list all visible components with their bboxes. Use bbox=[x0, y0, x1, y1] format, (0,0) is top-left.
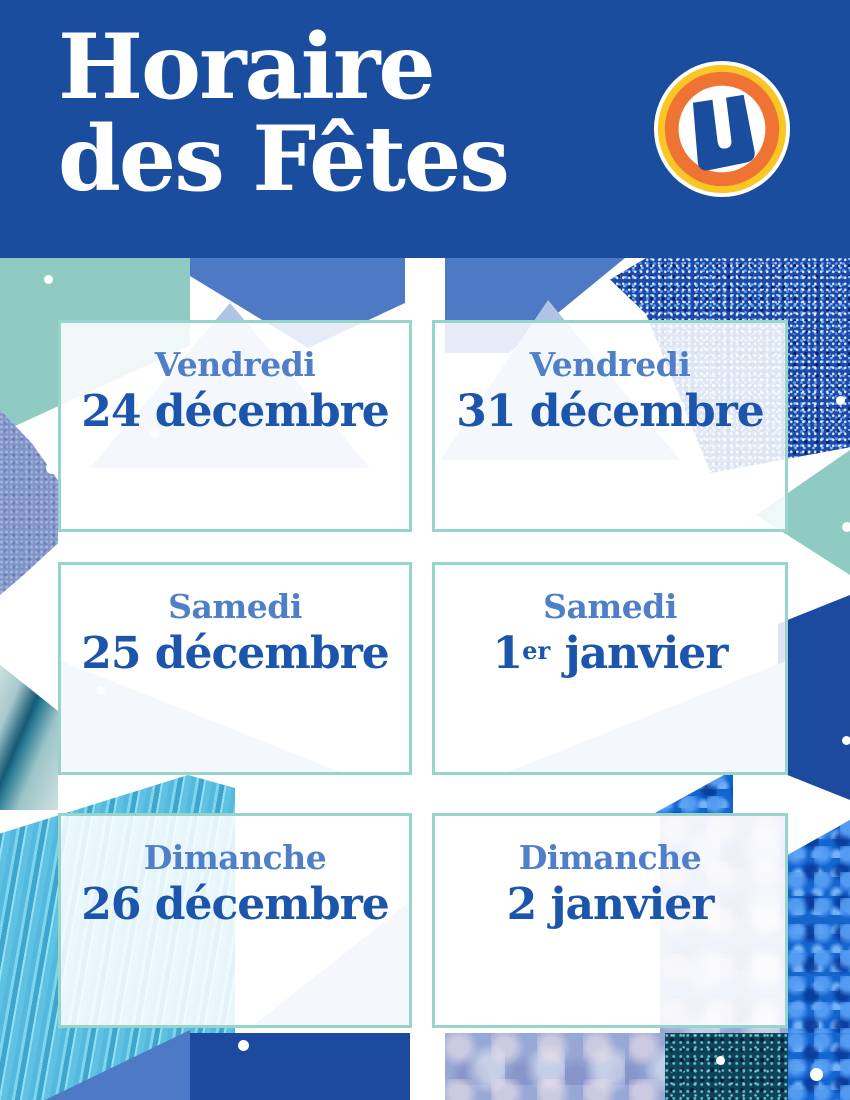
card-date-label: 25 décembre bbox=[81, 628, 389, 679]
card-day-label: Vendredi bbox=[154, 345, 316, 384]
card-day-label: Dimanche bbox=[143, 838, 327, 877]
brand-logo bbox=[653, 60, 791, 198]
white-dot bbox=[238, 1040, 249, 1051]
bg-patch-steel-left bbox=[0, 645, 58, 810]
bg-patch-crushed-gap-triangle bbox=[655, 770, 733, 813]
bg-patch-crushed-dark-bottom bbox=[665, 1033, 790, 1100]
bg-patch-royal-right bbox=[778, 595, 850, 800]
schedule-card-vendredi-24 bbox=[58, 320, 412, 532]
white-dot bbox=[842, 736, 850, 745]
schedule-card-vendredi-31 bbox=[432, 320, 788, 532]
bg-patch-stone-bottom bbox=[445, 1033, 667, 1100]
card-day-label: Samedi bbox=[543, 587, 677, 626]
white-dot bbox=[44, 275, 53, 284]
card-date-label: 26 décembre bbox=[81, 879, 389, 930]
bg-patch-crushed-right bbox=[788, 820, 850, 1068]
card-day-label: Dimanche bbox=[518, 838, 702, 877]
card-day-label: Samedi bbox=[168, 587, 302, 626]
card-day-label: Vendredi bbox=[529, 345, 691, 384]
card-date-label: 1er janvier bbox=[492, 628, 728, 679]
bg-patch-crushed-bright-bottom bbox=[788, 1033, 850, 1100]
schedule-card-dimanche-26 bbox=[58, 813, 412, 1028]
card-date-label: 2 janvier bbox=[506, 879, 714, 930]
schedule-card-dimanche-2 bbox=[432, 813, 788, 1028]
white-dot bbox=[716, 1056, 725, 1065]
white-dot bbox=[836, 396, 845, 405]
title-line-1: Horaire bbox=[58, 14, 434, 120]
bg-patch-periwinkle-left bbox=[0, 410, 58, 595]
white-dot bbox=[842, 522, 850, 532]
schedule-card-samedi-1er bbox=[432, 562, 788, 775]
white-dot bbox=[810, 1068, 823, 1081]
white-dot bbox=[46, 462, 58, 474]
card-date-label: 24 décembre bbox=[81, 386, 389, 437]
header bbox=[0, 0, 850, 258]
card-date-label: 31 décembre bbox=[456, 386, 764, 437]
date-superscript: er bbox=[522, 636, 551, 665]
page-title bbox=[58, 14, 508, 212]
bg-patch-royal-bottom bbox=[190, 1033, 410, 1100]
title-line-2: des Fêtes bbox=[58, 105, 508, 212]
schedule-card-samedi-25 bbox=[58, 562, 412, 775]
